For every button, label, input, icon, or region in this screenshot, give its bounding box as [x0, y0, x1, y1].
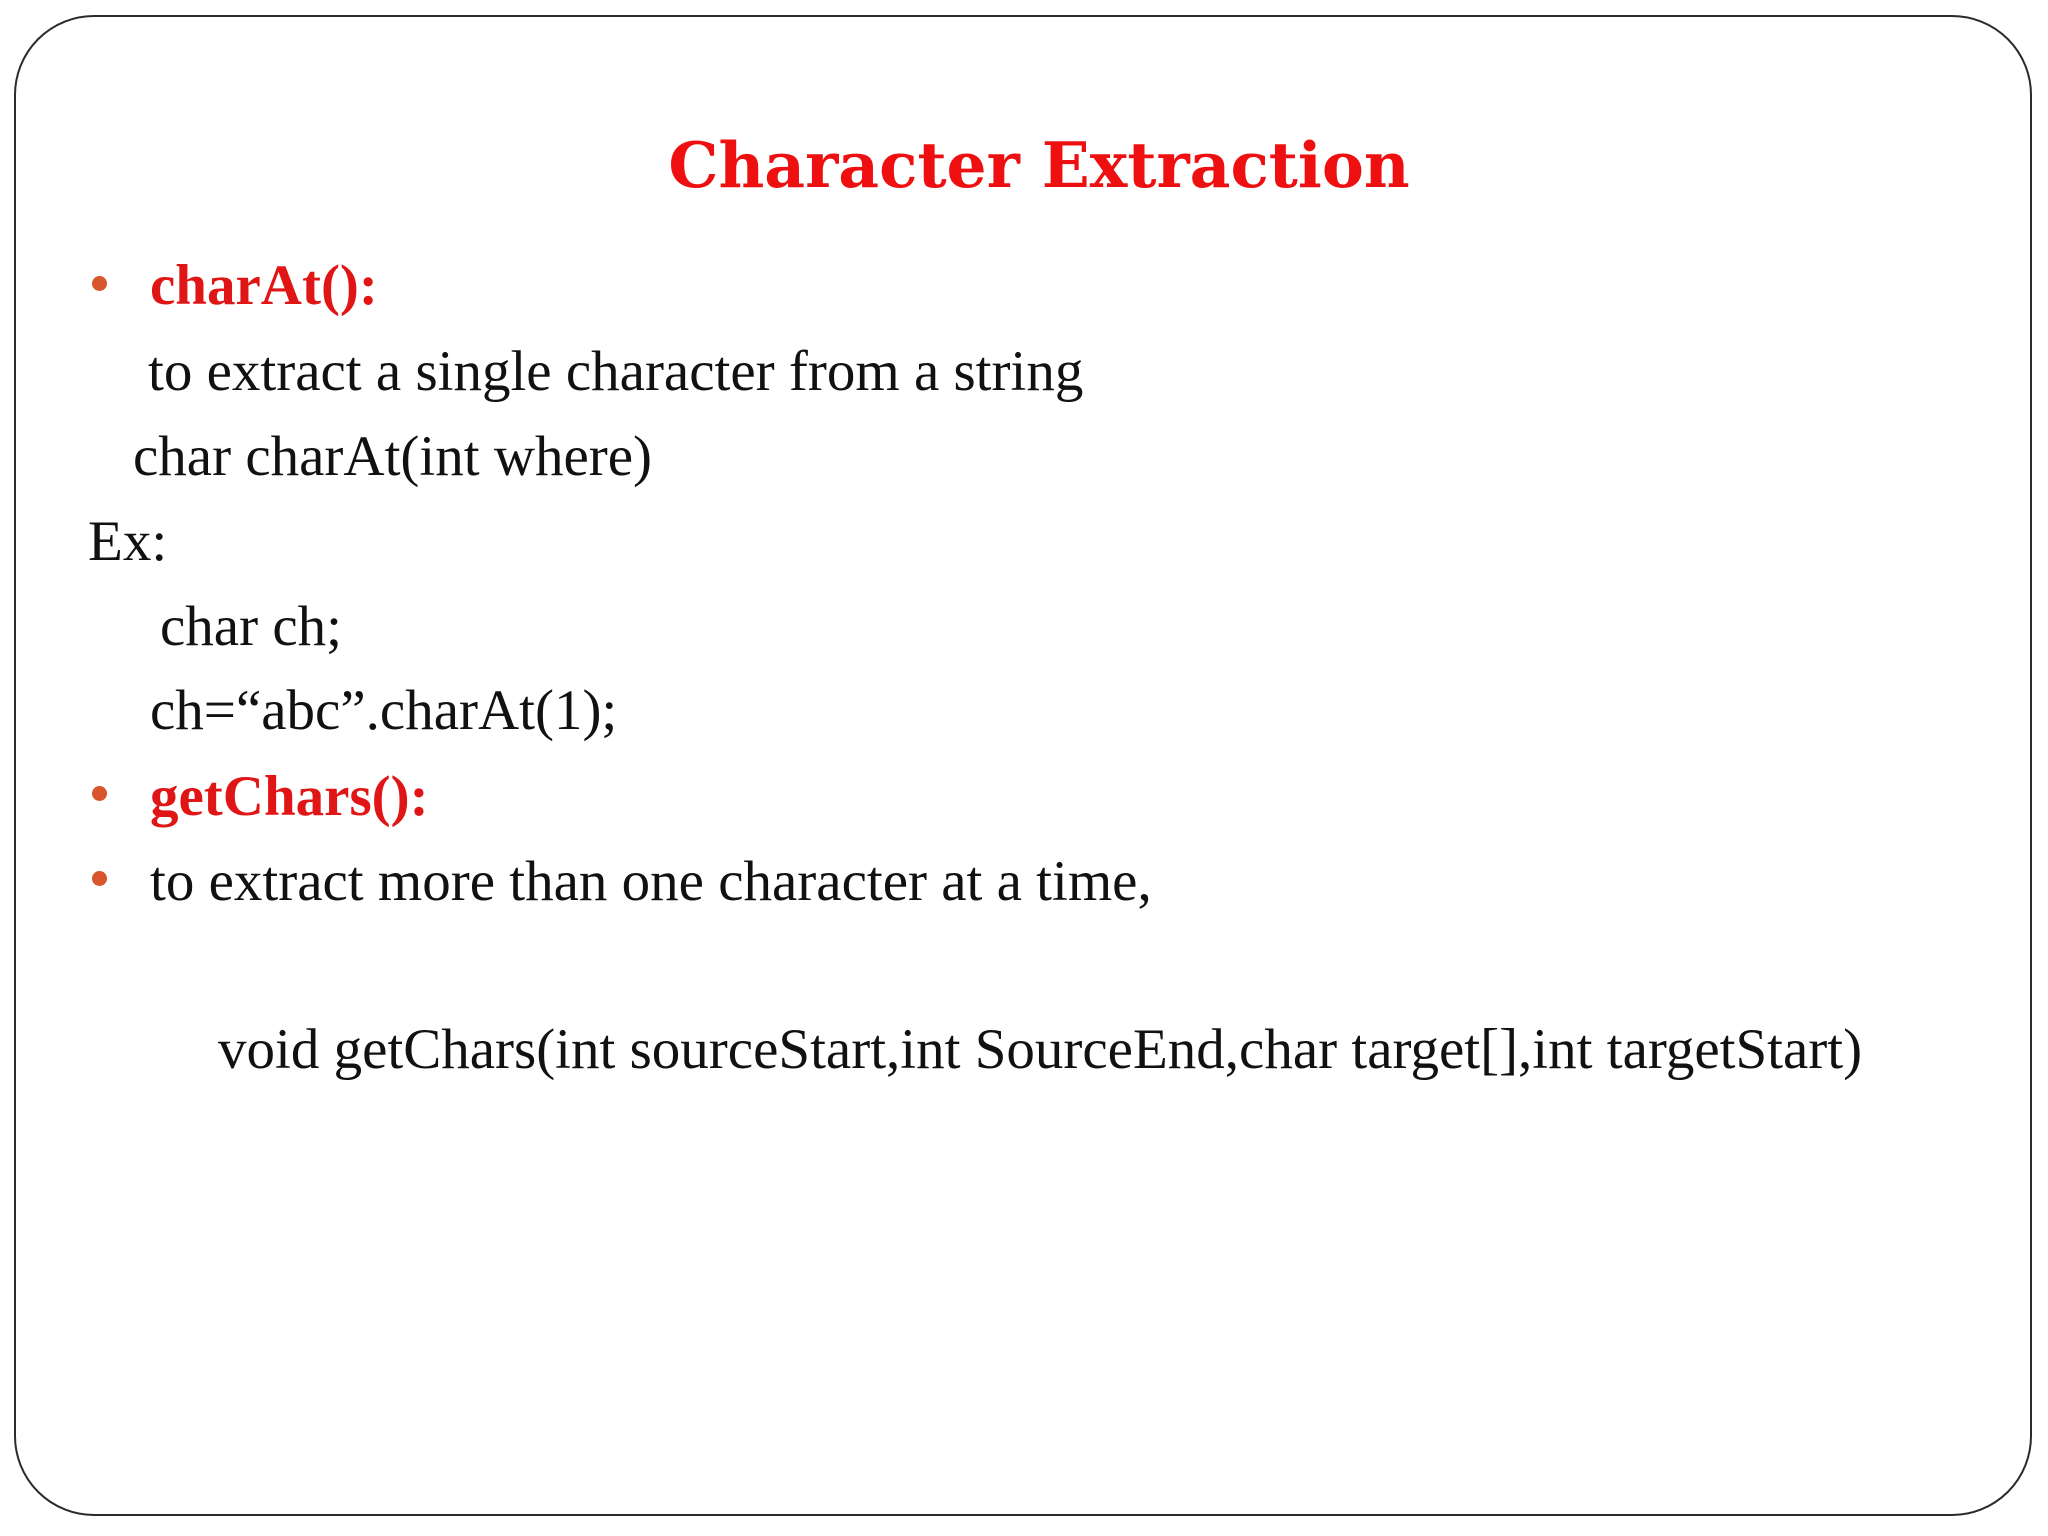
charat-heading: charAt(): [150, 254, 378, 317]
getchars-description: to extract more than one character at a time, [150, 850, 1152, 913]
charat-signature: char charAt(int where) [133, 425, 653, 488]
example-line-1: char ch; [160, 595, 342, 658]
bullet-icon [92, 786, 107, 801]
getchars-heading: getChars(): [150, 765, 429, 828]
example-line-2: ch=“abc”.charAt(1); [150, 679, 618, 742]
bullet-icon [92, 276, 107, 291]
bullet-icon [92, 871, 107, 886]
getchars-signature: void getChars(int sourceStart,int SourceEnd,char target[],int targetStart) [218, 1018, 1863, 1081]
slide-title: Character Extraction [668, 128, 1410, 202]
charat-description: to extract a single character from a string [148, 340, 1084, 403]
example-label: Ex: [88, 510, 168, 573]
